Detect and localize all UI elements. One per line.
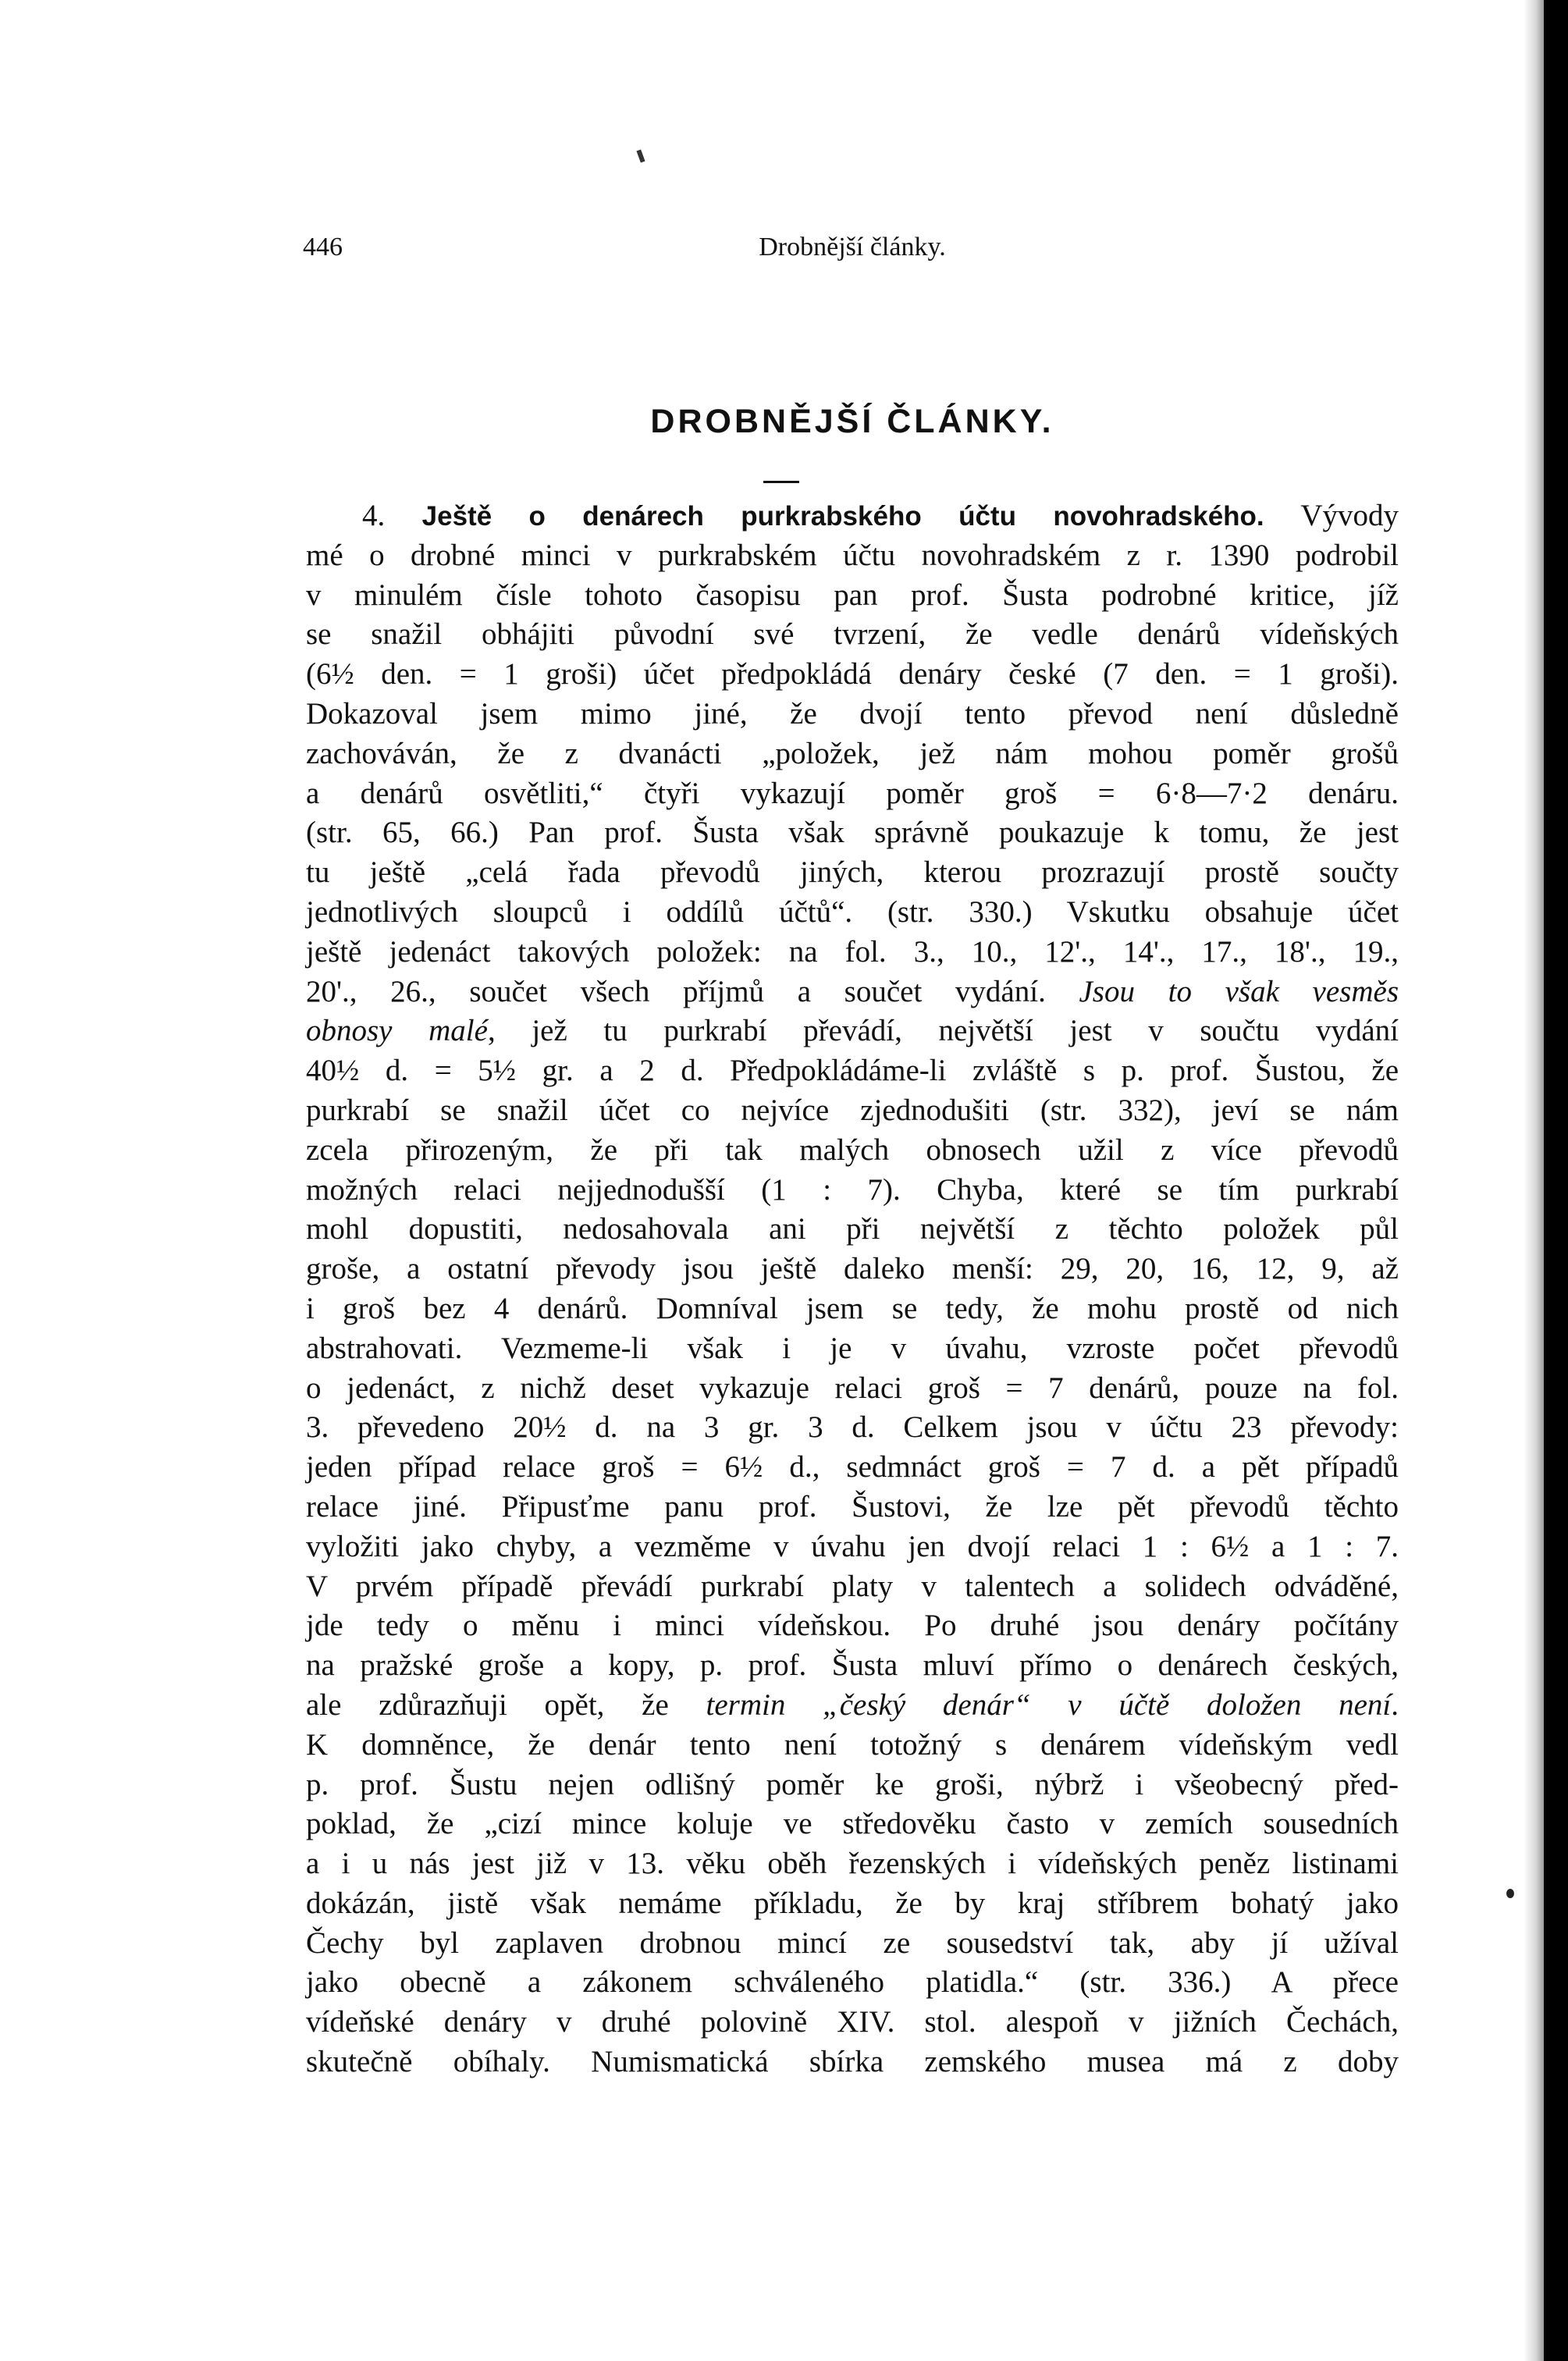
text-line <box>306 853 1399 893</box>
line-segment: zachováván, že z dvanácti „položek, jež nám mohou poměr grošů <box>306 736 1399 770</box>
text-line <box>306 536 1399 576</box>
line-segment: a i u nás jest již v 13. věku oběh řezenských i vídeňských peněz listinami <box>306 1847 1399 1881</box>
text-line <box>306 1646 1399 1686</box>
text-line <box>306 576 1399 616</box>
line-segment: na pražské groše a kopy, p. prof. Šusta mluví přímo o denárech českých, <box>306 1648 1399 1683</box>
line-segment: možných relaci nejjednodušší (1 : 7). Chyba, které se tím purkrabí <box>306 1172 1399 1207</box>
line-segment: v minulém čísle tohoto časopisu pan prof. Šusta podrobné kritice, jíž <box>306 578 1399 612</box>
text-line <box>306 1686 1399 1726</box>
text-line <box>306 1012 1399 1051</box>
text-line <box>306 2043 1399 2082</box>
italic-segment: obnosy malé <box>306 1014 488 1048</box>
text-line <box>306 813 1399 853</box>
line-segment: jednotlivých sloupců i oddílů účtů“. (str. 330.) Vskutku obsahuje účet <box>306 894 1399 929</box>
line-segment: zcela přirozeným, že při tak malých obnosech užil z více převodů <box>306 1132 1399 1167</box>
text-line <box>306 1131 1399 1171</box>
italic-segment: termin „český denár“ v účtě doložen není <box>706 1687 1392 1722</box>
line-segment: . <box>1391 1687 1399 1722</box>
line-segment: 20'., 26., součet všech příjmů a součet vydání. <box>306 974 1079 1008</box>
line-segment: purkrabí se snažil účet co nejvíce zjednodušiti (str. 332), jeví se nám <box>306 1093 1399 1127</box>
italic-segment: Jsou to však vesměs <box>1079 974 1399 1008</box>
text-line <box>306 615 1399 655</box>
line-segment: p. prof. Šustu nejen odlišný poměr ke groši, nýbrž i všeobecný před- <box>306 1767 1399 1801</box>
text-line <box>306 933 1399 972</box>
line-segment: groše, a ostatní převody jsou ještě daleko menší: 29, 20, 16, 12, 9, až <box>306 1252 1399 1286</box>
text-line <box>306 1289 1399 1329</box>
text-line <box>306 1884 1399 1924</box>
scan-speck <box>636 149 645 162</box>
line-segment: i groš bez 4 denárů. Domníval jsem se tedy, že mohu prostě od nich <box>306 1291 1399 1325</box>
text-line <box>306 1329 1399 1369</box>
spine-shadow <box>1524 0 1544 2361</box>
text-line <box>306 2003 1399 2043</box>
line-segment: skutečně obíhaly. Numismatická sbírka zemského musea má z doby <box>306 2045 1399 2079</box>
article-heading: Ještě o denárech purkrabského účtu novohradského. <box>421 501 1264 532</box>
line-segment: relace jiné. Připusťme panu prof. Šustovi, že lze pět převodů těchto <box>306 1489 1399 1524</box>
page-number: 446 <box>303 233 343 261</box>
line-segment: vyložiti jako chyby, a vezměme v úvahu jen dvojí relaci 1 : 6½ a 1 : 7. <box>306 1529 1399 1563</box>
title-rule <box>763 481 799 483</box>
text-line <box>306 1408 1399 1448</box>
text-line <box>306 695 1399 734</box>
line-segment: K domněnce, že denár tento není totožný s denárem vídeňským vedl <box>306 1727 1399 1762</box>
running-title: Drobnější články. <box>759 233 946 261</box>
line-segment: poklad, že „cizí mince koluje ve středověku často v zemích sousedních <box>306 1807 1399 1841</box>
text-line <box>306 1963 1399 2003</box>
text-line <box>306 1091 1399 1131</box>
text-line <box>306 496 1399 536</box>
line-segment: jeden případ relace groš = 6½ d., sedmnáct groš = 7 d. a pět případů <box>306 1450 1399 1485</box>
text-line <box>306 1606 1399 1646</box>
text-line <box>306 1924 1399 1964</box>
line-segment: abstrahovati. Vezmeme-li však i je v úvahu, vzroste počet převodů <box>306 1331 1399 1365</box>
text-line <box>306 1171 1399 1211</box>
text-line <box>306 1527 1399 1567</box>
text-line <box>306 1210 1399 1250</box>
line-segment: se snažil obhájiti původní své tvrzení, že vedle denárů vídeňských <box>306 617 1399 652</box>
line-segment: (str. 65, 66.) Pan prof. Šusta však správně poukazuje k tomu, že jest <box>306 816 1399 850</box>
text-line <box>306 655 1399 695</box>
line-segment: , jež tu purkrabí převádí, největší jest v součtu vydání <box>487 1014 1399 1048</box>
text-line <box>306 1051 1399 1091</box>
line-segment: V prvém případě převádí purkrabí platy v talentech a solidech odváděné, <box>306 1569 1399 1603</box>
text-line <box>306 1567 1399 1607</box>
line-segment: jako obecně a zákonem schváleného platidla.“ (str. 336.) A přece <box>306 1965 1399 2000</box>
text-line <box>306 1765 1399 1805</box>
text-line <box>306 734 1399 774</box>
margin-dot <box>1506 1889 1514 1898</box>
line-segment: Čechy byl zaplaven drobnou mincí ze sousedství tak, aby jí užíval <box>306 1925 1399 1960</box>
text-line <box>306 1448 1399 1488</box>
text-line <box>306 1844 1399 1884</box>
section-title: DROBNĚJŠÍ ČLÁNKY. <box>650 403 1054 440</box>
text-line <box>306 972 1399 1012</box>
line-segment: vídeňské denáry v druhé polovině XIV. stol. alespoň v jižních Čechách, <box>306 2005 1399 2039</box>
text-line <box>306 1488 1399 1527</box>
article-body <box>306 496 1399 2082</box>
line-segment: (6½ den. = 1 groši) účet předpokládá denáry české (7 den. = 1 groši). <box>306 657 1399 692</box>
text-line <box>306 1726 1399 1765</box>
line-segment: ještě jedenáct takových položek: na fol. 3., 10., 12'., 14'., 17., 18'., 19., <box>306 934 1399 969</box>
line-segment: 40½ d. = 5½ gr. a 2 d. Předpokládáme-li zvláště s p. prof. Šustou, že <box>306 1054 1399 1088</box>
article-number: 4. <box>362 499 386 532</box>
line-segment: dokázán, jistě však nemáme příkladu, že by kraj stříbrem bohatý jako <box>306 1886 1399 1920</box>
line-segment: mé o drobné minci v purkrabském účtu novohradském z r. 1390 podrobil <box>306 538 1399 572</box>
line-segment: 3. převedeno 20½ d. na 3 gr. 3 d. Celkem jsou v účtu 23 převody: <box>306 1410 1399 1445</box>
text-line <box>306 1250 1399 1289</box>
running-head <box>303 233 1402 272</box>
line-segment: Dokazoval jsem mimo jiné, že dvojí tento převod není důsledně <box>306 696 1399 731</box>
line-segment: Vývody <box>1300 499 1399 532</box>
line-segment: mohl dopustiti, nedosahovala ani při největší z těchto položek půl <box>306 1212 1399 1246</box>
line-segment: a denárů osvětliti,“ čtyři vykazují poměr groš = 6·8—7·2 denáru. <box>306 776 1399 810</box>
text-line <box>306 893 1399 933</box>
line-segment: jde tedy o měnu i minci vídeňskou. Po druhé jsou denáry počítány <box>306 1609 1399 1643</box>
text-line <box>306 774 1399 814</box>
line-segment: tu ještě „celá řada převodů jiných, kterou prozrazují prostě součty <box>306 855 1399 890</box>
line-segment: o jedenáct, z nichž deset vykazuje relaci groš = 7 denárů, pouze na fol. <box>306 1371 1399 1405</box>
line-segment: ale zdůrazňuji opět, že <box>306 1687 706 1722</box>
text-line <box>306 1805 1399 1844</box>
text-line <box>306 1369 1399 1409</box>
